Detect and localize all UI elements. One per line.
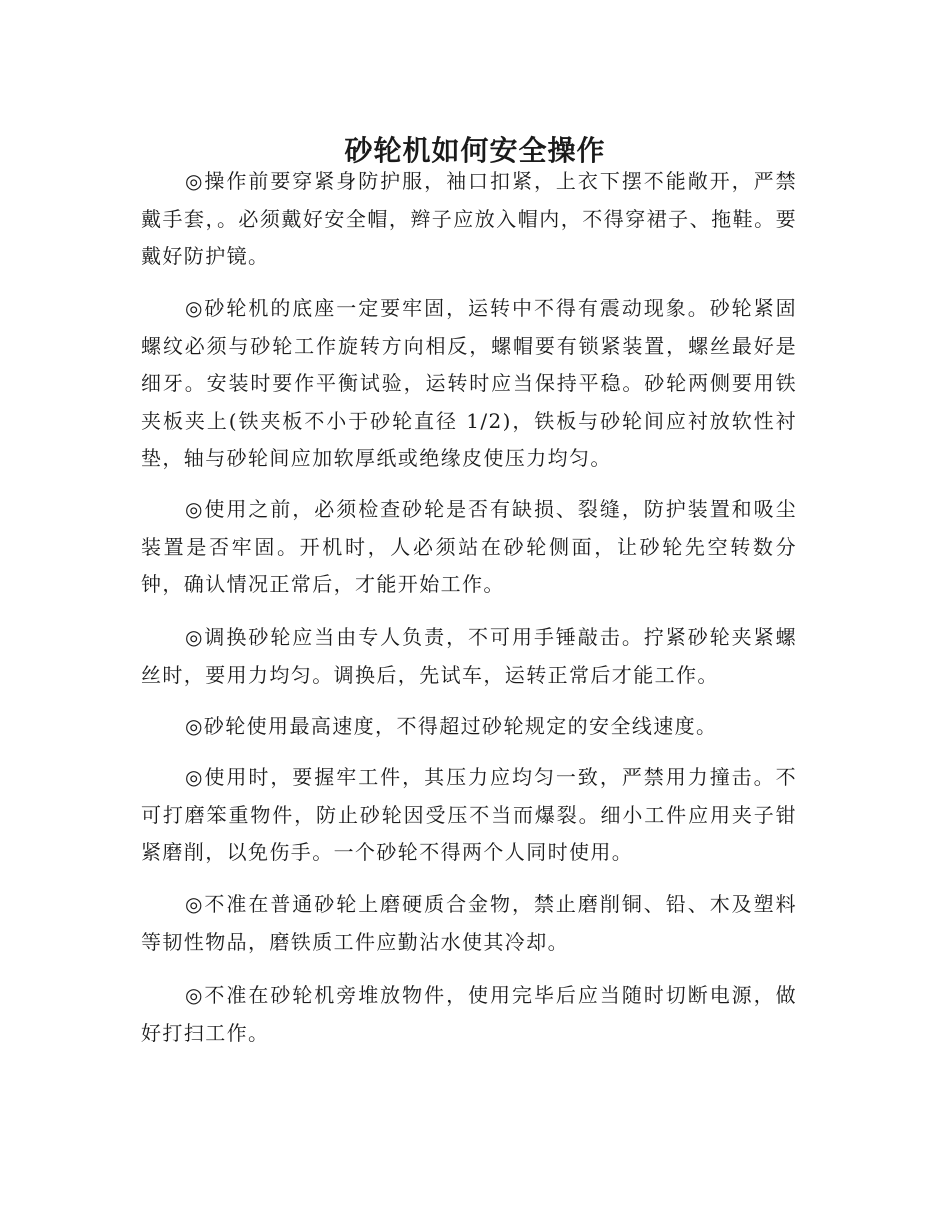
paragraph-cleanup: ◎不准在砂轮机旁堆放物件，使用完毕后应当随时切断电源，做好打扫工作。 — [141, 983, 797, 1045]
paragraph-usage: ◎使用时，要握牢工件，其压力应均匀一致，严禁用力撞击。不可打磨笨重物件，防止砂轮因受压不当而爆裂。细小工件应用夹子钳紧磨削，以免伤手。一个砂轮不得两个人同时使用。 — [141, 765, 797, 864]
paragraph-max-speed: ◎砂轮使用最高速度，不得超过砂轮规定的安全线速度。 — [185, 714, 718, 738]
paragraph-prohibited-materials: ◎不准在普通砂轮上磨硬质合金物，禁止磨削铜、铅、木及塑料等韧性物品，磨铁质工件应勤沾水使其冷却。 — [141, 892, 797, 954]
document-title: 砂轮机如何安全操作 — [344, 133, 606, 167]
paragraph-wheel-replacement: ◎调换砂轮应当由专人负责，不可用手锤敲击。拧紧砂轮夹紧螺丝时，要用力均匀。调换后，先试车，运转正常后才能工作。 — [141, 625, 797, 687]
paragraph-base-mounting: ◎砂轮机的底座一定要牢固，运转中不得有震动现象。砂轮紧固螺纹必须与砂轮工作旋转方向相反，螺帽要有锁紧装置，螺丝最好是细牙。安装时要作平衡试验，运转时应当保持平稳。砂轮两侧要用铁夹板夹上(铁夹板不小于砂轮直径 1/2)，铁板与砂轮间应衬放软性衬垫，轴与砂轮间应加软厚纸或绝缘皮使压力均匀。 — [141, 296, 797, 470]
paragraph-pre-use-check: ◎使用之前，必须检查砂轮是否有缺损、裂缝，防护装置和吸尘装置是否牢固。开机时，人必须站在砂轮侧面，让砂轮先空转数分钟，确认情况正常后，才能开始工作。 — [141, 497, 797, 596]
paragraph-attire: ◎操作前要穿紧身防护服，袖口扣紧，上衣下摆不能敞开，严禁戴手套，。必须戴好安全帽，辫子应放入帽内，不得穿裙子、拖鞋。要戴好防护镜。 — [141, 169, 797, 268]
